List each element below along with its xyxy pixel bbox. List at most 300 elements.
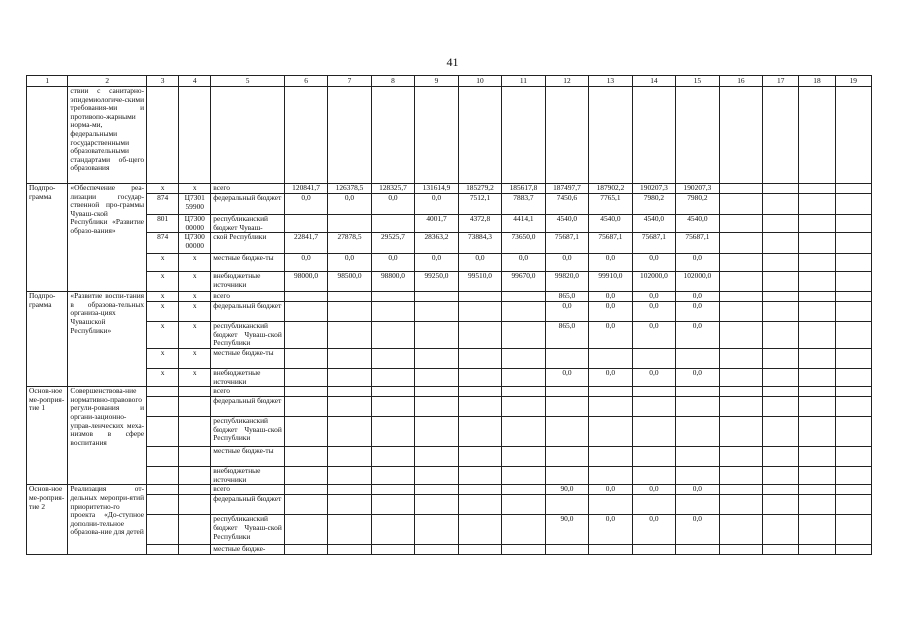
- value-cell: 0,0: [676, 485, 719, 495]
- value-cell: 7980,2: [676, 194, 719, 215]
- funding-source-cell: ской Республики: [211, 233, 285, 254]
- funding-source-cell: республиканский бюджет Чуваш-: [211, 215, 285, 233]
- empty-cell: [799, 397, 835, 417]
- empty-cell: [763, 322, 799, 349]
- table-row: [27, 495, 872, 515]
- value-cell: [328, 292, 371, 302]
- header-row: [27, 76, 872, 87]
- empty-cell: [835, 348, 871, 368]
- value-cell: 0,0: [589, 368, 632, 386]
- value-cell: 27878,5: [328, 233, 371, 254]
- value-cell: 7980,2: [632, 194, 675, 215]
- value-cell: [589, 447, 632, 467]
- funding-source-cell: республиканский бюджет Чуваш-ской Республики: [211, 515, 285, 545]
- target-code-cell: x: [179, 302, 211, 322]
- empty-cell: [835, 515, 871, 545]
- grbs-code-cell: 874: [147, 233, 179, 254]
- value-cell: [676, 387, 719, 397]
- target-code-cell: [179, 495, 211, 515]
- value-cell: [632, 495, 675, 515]
- empty-cell: [328, 87, 371, 184]
- value-cell: 99510,0: [458, 272, 501, 292]
- value-cell: [545, 387, 588, 397]
- empty-cell: [835, 233, 871, 254]
- grbs-code-cell: x: [147, 302, 179, 322]
- funding-source-cell: всего: [211, 387, 285, 397]
- empty-cell: [799, 292, 835, 302]
- target-code-cell: [179, 447, 211, 467]
- target-code-cell: [179, 467, 211, 485]
- funding-source-cell: всего: [211, 485, 285, 495]
- empty-cell: [545, 87, 588, 184]
- funding-source-cell: федеральный бюджет: [211, 397, 285, 417]
- grbs-code-cell: 801: [147, 215, 179, 233]
- value-cell: [458, 292, 501, 302]
- empty-cell: [799, 322, 835, 349]
- value-cell: 4001,7: [415, 215, 458, 233]
- value-cell: [328, 348, 371, 368]
- value-cell: [415, 495, 458, 515]
- grbs-code-cell: 874: [147, 194, 179, 215]
- value-cell: 128325,7: [371, 184, 414, 194]
- empty-cell: [719, 254, 762, 272]
- value-cell: 0,0: [328, 194, 371, 215]
- value-cell: 0,0: [502, 254, 545, 272]
- funding-source-cell: всего: [211, 184, 285, 194]
- value-cell: [284, 387, 327, 397]
- value-cell: [632, 348, 675, 368]
- value-cell: [284, 515, 327, 545]
- value-cell: 7450,6: [545, 194, 588, 215]
- target-code-cell: x: [179, 272, 211, 292]
- value-cell: [632, 467, 675, 485]
- column-header: 15: [676, 76, 719, 87]
- value-cell: [284, 302, 327, 322]
- value-cell: [545, 447, 588, 467]
- empty-cell: [799, 467, 835, 485]
- value-cell: [415, 292, 458, 302]
- target-code-cell: x: [179, 368, 211, 386]
- empty-cell: [763, 368, 799, 386]
- empty-cell: [799, 302, 835, 322]
- empty-cell: [719, 495, 762, 515]
- empty-cell: [799, 272, 835, 292]
- value-cell: 0,0: [589, 322, 632, 349]
- value-cell: [371, 302, 414, 322]
- value-cell: 0,0: [589, 292, 632, 302]
- value-cell: [284, 348, 327, 368]
- table-row: [27, 215, 872, 233]
- empty-cell: [763, 87, 799, 184]
- value-cell: 0,0: [458, 254, 501, 272]
- value-cell: [284, 368, 327, 386]
- value-cell: [328, 545, 371, 555]
- empty-cell: [835, 322, 871, 349]
- empty-cell: [799, 348, 835, 368]
- empty-cell: [799, 254, 835, 272]
- value-cell: [415, 387, 458, 397]
- value-cell: [458, 368, 501, 386]
- value-cell: [458, 348, 501, 368]
- column-header: 4: [179, 76, 211, 87]
- empty-cell: [799, 485, 835, 495]
- value-cell: 0,0: [632, 368, 675, 386]
- value-cell: [371, 515, 414, 545]
- value-cell: 0,0: [676, 292, 719, 302]
- value-cell: [415, 467, 458, 485]
- empty-cell: [763, 184, 799, 194]
- value-cell: [458, 515, 501, 545]
- empty-cell: [835, 467, 871, 485]
- value-cell: [458, 322, 501, 349]
- table-row: [27, 467, 872, 485]
- empty-cell: [27, 87, 68, 184]
- target-code-cell: x: [179, 348, 211, 368]
- value-cell: 73884,3: [458, 233, 501, 254]
- value-cell: 75687,1: [545, 233, 588, 254]
- empty-cell: [371, 87, 414, 184]
- value-cell: 4540,0: [632, 215, 675, 233]
- column-header: 11: [502, 76, 545, 87]
- value-cell: 4540,0: [545, 215, 588, 233]
- value-cell: 0,0: [676, 302, 719, 322]
- empty-cell: [719, 447, 762, 467]
- table-row: [27, 272, 872, 292]
- value-cell: [502, 545, 545, 555]
- funding-source-cell: всего: [211, 292, 285, 302]
- value-cell: [676, 447, 719, 467]
- empty-cell: [719, 397, 762, 417]
- status-cell: Подпро-грамма: [27, 184, 68, 292]
- value-cell: 0,0: [545, 254, 588, 272]
- value-cell: 0,0: [545, 368, 588, 386]
- empty-cell: [799, 87, 835, 184]
- target-code-cell: x: [179, 292, 211, 302]
- grbs-code-cell: [147, 495, 179, 515]
- value-cell: [284, 322, 327, 349]
- empty-cell: [763, 397, 799, 417]
- value-cell: [502, 515, 545, 545]
- empty-cell: [835, 387, 871, 397]
- column-header: 6: [284, 76, 327, 87]
- value-cell: [502, 368, 545, 386]
- value-cell: [415, 368, 458, 386]
- target-code-cell: [179, 387, 211, 397]
- empty-cell: [211, 87, 285, 184]
- grbs-code-cell: x: [147, 348, 179, 368]
- value-cell: [502, 322, 545, 349]
- empty-cell: [719, 184, 762, 194]
- empty-cell: [835, 302, 871, 322]
- value-cell: 75687,1: [676, 233, 719, 254]
- grbs-code-cell: [147, 397, 179, 417]
- value-cell: 0,0: [676, 515, 719, 545]
- empty-cell: [719, 348, 762, 368]
- value-cell: 4540,0: [589, 215, 632, 233]
- value-cell: 0,0: [328, 254, 371, 272]
- empty-cell: [763, 233, 799, 254]
- value-cell: 0,0: [589, 485, 632, 495]
- continuation-row: [27, 87, 872, 184]
- empty-cell: [719, 467, 762, 485]
- empty-cell: [719, 485, 762, 495]
- empty-cell: [799, 515, 835, 545]
- table-row: [27, 397, 872, 417]
- value-cell: [415, 485, 458, 495]
- value-cell: [328, 485, 371, 495]
- value-cell: 0,0: [676, 254, 719, 272]
- value-cell: 90,0: [545, 485, 588, 495]
- value-cell: [458, 467, 501, 485]
- value-cell: 98800,0: [371, 272, 414, 292]
- empty-cell: [763, 545, 799, 555]
- value-cell: [415, 322, 458, 349]
- value-cell: 0,0: [589, 515, 632, 545]
- value-cell: [676, 417, 719, 447]
- value-cell: 0,0: [415, 254, 458, 272]
- value-cell: [545, 495, 588, 515]
- budget-table: [26, 75, 872, 555]
- empty-cell: [763, 387, 799, 397]
- value-cell: 185617,8: [502, 184, 545, 194]
- value-cell: 102000,0: [676, 272, 719, 292]
- column-header: 19: [835, 76, 871, 87]
- grbs-code-cell: x: [147, 368, 179, 386]
- value-cell: [589, 348, 632, 368]
- empty-cell: [763, 417, 799, 447]
- value-cell: 190207,3: [676, 184, 719, 194]
- status-cell: Основ-ное ме-роприя-тие 1: [27, 387, 68, 485]
- empty-cell: [835, 485, 871, 495]
- value-cell: [632, 397, 675, 417]
- funding-source-cell: республиканский бюджет Чуваш-ской Республики: [211, 322, 285, 349]
- value-cell: 120841,7: [284, 184, 327, 194]
- empty-cell: [763, 495, 799, 515]
- funding-source-cell: внебюджетные источники: [211, 467, 285, 485]
- value-cell: [589, 387, 632, 397]
- value-cell: [632, 387, 675, 397]
- value-cell: [589, 417, 632, 447]
- value-cell: 4414,1: [502, 215, 545, 233]
- empty-cell: [676, 87, 719, 184]
- value-cell: [328, 397, 371, 417]
- value-cell: [284, 397, 327, 417]
- value-cell: 187902,2: [589, 184, 632, 194]
- value-cell: [589, 467, 632, 485]
- value-cell: 102000,0: [632, 272, 675, 292]
- target-code-cell: Ц7З00 00000: [179, 215, 211, 233]
- value-cell: [371, 292, 414, 302]
- empty-cell: [458, 87, 501, 184]
- column-header: 1: [27, 76, 68, 87]
- grbs-code-cell: [147, 485, 179, 495]
- target-code-cell: [179, 397, 211, 417]
- value-cell: [545, 417, 588, 447]
- target-code-cell: x: [179, 184, 211, 194]
- table-row: [27, 348, 872, 368]
- value-cell: [502, 485, 545, 495]
- value-cell: [371, 322, 414, 349]
- value-cell: [589, 545, 632, 555]
- value-cell: 0,0: [415, 194, 458, 215]
- value-cell: [415, 447, 458, 467]
- value-cell: [502, 495, 545, 515]
- table-row: [27, 184, 872, 194]
- value-cell: 0,0: [632, 292, 675, 302]
- value-cell: [502, 292, 545, 302]
- value-cell: 7765,1: [589, 194, 632, 215]
- value-cell: [415, 397, 458, 417]
- value-cell: [328, 302, 371, 322]
- empty-cell: [719, 194, 762, 215]
- empty-cell: [835, 215, 871, 233]
- value-cell: [371, 417, 414, 447]
- grbs-code-cell: [147, 387, 179, 397]
- value-cell: [328, 495, 371, 515]
- value-cell: 0,0: [589, 254, 632, 272]
- funding-source-cell: местные бюдже-ты: [211, 447, 285, 467]
- value-cell: 99910,0: [589, 272, 632, 292]
- value-cell: [458, 302, 501, 322]
- value-cell: 99250,0: [415, 272, 458, 292]
- target-code-cell: x: [179, 322, 211, 349]
- value-cell: [676, 467, 719, 485]
- table-row: [27, 417, 872, 447]
- empty-cell: [799, 184, 835, 194]
- value-cell: 22841,7: [284, 233, 327, 254]
- empty-cell: [719, 272, 762, 292]
- empty-cell: [763, 292, 799, 302]
- empty-cell: [799, 215, 835, 233]
- value-cell: 99670,0: [502, 272, 545, 292]
- value-cell: 865,0: [545, 322, 588, 349]
- empty-cell: [799, 387, 835, 397]
- value-cell: [632, 417, 675, 447]
- empty-cell: [179, 87, 211, 184]
- empty-cell: [835, 397, 871, 417]
- value-cell: [371, 485, 414, 495]
- funding-source-cell: республиканский бюджет Чуваш-ской Республики: [211, 417, 285, 447]
- empty-cell: [502, 87, 545, 184]
- column-header: 9: [415, 76, 458, 87]
- value-cell: 90,0: [545, 515, 588, 545]
- funding-source-cell: федеральный бюджет: [211, 495, 285, 515]
- empty-cell: [835, 495, 871, 515]
- value-cell: [284, 495, 327, 515]
- value-cell: 0,0: [545, 302, 588, 322]
- value-cell: [415, 417, 458, 447]
- empty-cell: [799, 447, 835, 467]
- grbs-code-cell: x: [147, 292, 179, 302]
- empty-cell: [589, 87, 632, 184]
- value-cell: [458, 397, 501, 417]
- grbs-code-cell: [147, 467, 179, 485]
- value-cell: [502, 397, 545, 417]
- value-cell: [415, 515, 458, 545]
- value-cell: [458, 495, 501, 515]
- value-cell: 98000,0: [284, 272, 327, 292]
- value-cell: 0,0: [632, 322, 675, 349]
- empty-cell: [799, 233, 835, 254]
- empty-cell: [719, 515, 762, 545]
- value-cell: [284, 215, 327, 233]
- intro-text: ствии с санитарно-эпидемиологиче-скими требования-ми и противопо-жарными норма-ми, федеральными государственными образовательными стандартами об-щего образования: [68, 87, 147, 184]
- empty-cell: [763, 447, 799, 467]
- value-cell: [458, 417, 501, 447]
- column-header: 2: [68, 76, 147, 87]
- grbs-code-cell: x: [147, 184, 179, 194]
- empty-cell: [719, 215, 762, 233]
- empty-cell: [763, 348, 799, 368]
- empty-cell: [835, 184, 871, 194]
- value-cell: [328, 322, 371, 349]
- value-cell: 0,0: [284, 254, 327, 272]
- value-cell: [589, 495, 632, 515]
- funding-source-cell: местные бюдже-: [211, 545, 285, 555]
- target-code-cell: [179, 417, 211, 447]
- empty-cell: [763, 272, 799, 292]
- table-row: [27, 485, 872, 495]
- value-cell: [545, 545, 588, 555]
- value-cell: [328, 387, 371, 397]
- value-cell: 0,0: [371, 194, 414, 215]
- table-row: [27, 545, 872, 555]
- value-cell: [328, 417, 371, 447]
- table-row: [27, 447, 872, 467]
- empty-cell: [719, 322, 762, 349]
- table-row: [27, 368, 872, 386]
- empty-cell: [763, 194, 799, 215]
- value-cell: 75687,1: [589, 233, 632, 254]
- column-header: 7: [328, 76, 371, 87]
- empty-cell: [835, 545, 871, 555]
- value-cell: 98500,0: [328, 272, 371, 292]
- value-cell: [502, 302, 545, 322]
- empty-cell: [719, 292, 762, 302]
- table-row: [27, 233, 872, 254]
- value-cell: [502, 467, 545, 485]
- value-cell: [328, 515, 371, 545]
- value-cell: [328, 447, 371, 467]
- value-cell: 73650,0: [502, 233, 545, 254]
- empty-cell: [763, 302, 799, 322]
- table-row: [27, 387, 872, 397]
- empty-cell: [415, 87, 458, 184]
- empty-cell: [763, 515, 799, 545]
- column-header: 13: [589, 76, 632, 87]
- page-number: 41: [446, 55, 459, 69]
- value-cell: [589, 397, 632, 417]
- empty-cell: [835, 447, 871, 467]
- value-cell: 865,0: [545, 292, 588, 302]
- column-header: 3: [147, 76, 179, 87]
- value-cell: [676, 545, 719, 555]
- table-row: [27, 302, 872, 322]
- value-cell: 28363,2: [415, 233, 458, 254]
- value-cell: 0,0: [676, 368, 719, 386]
- empty-cell: [763, 254, 799, 272]
- empty-cell: [835, 272, 871, 292]
- empty-cell: [799, 194, 835, 215]
- empty-cell: [719, 87, 762, 184]
- column-header: 18: [799, 76, 835, 87]
- table-row: [27, 254, 872, 272]
- empty-cell: [835, 417, 871, 447]
- funding-source-cell: внебюджетные источники: [211, 272, 285, 292]
- program-name-cell: Реализация от-дельных меропри-ятий приоритетно-го проекта «До-ступное дополни-тельное образова-ние для детей: [68, 485, 147, 555]
- value-cell: 187497,7: [545, 184, 588, 194]
- empty-cell: [719, 302, 762, 322]
